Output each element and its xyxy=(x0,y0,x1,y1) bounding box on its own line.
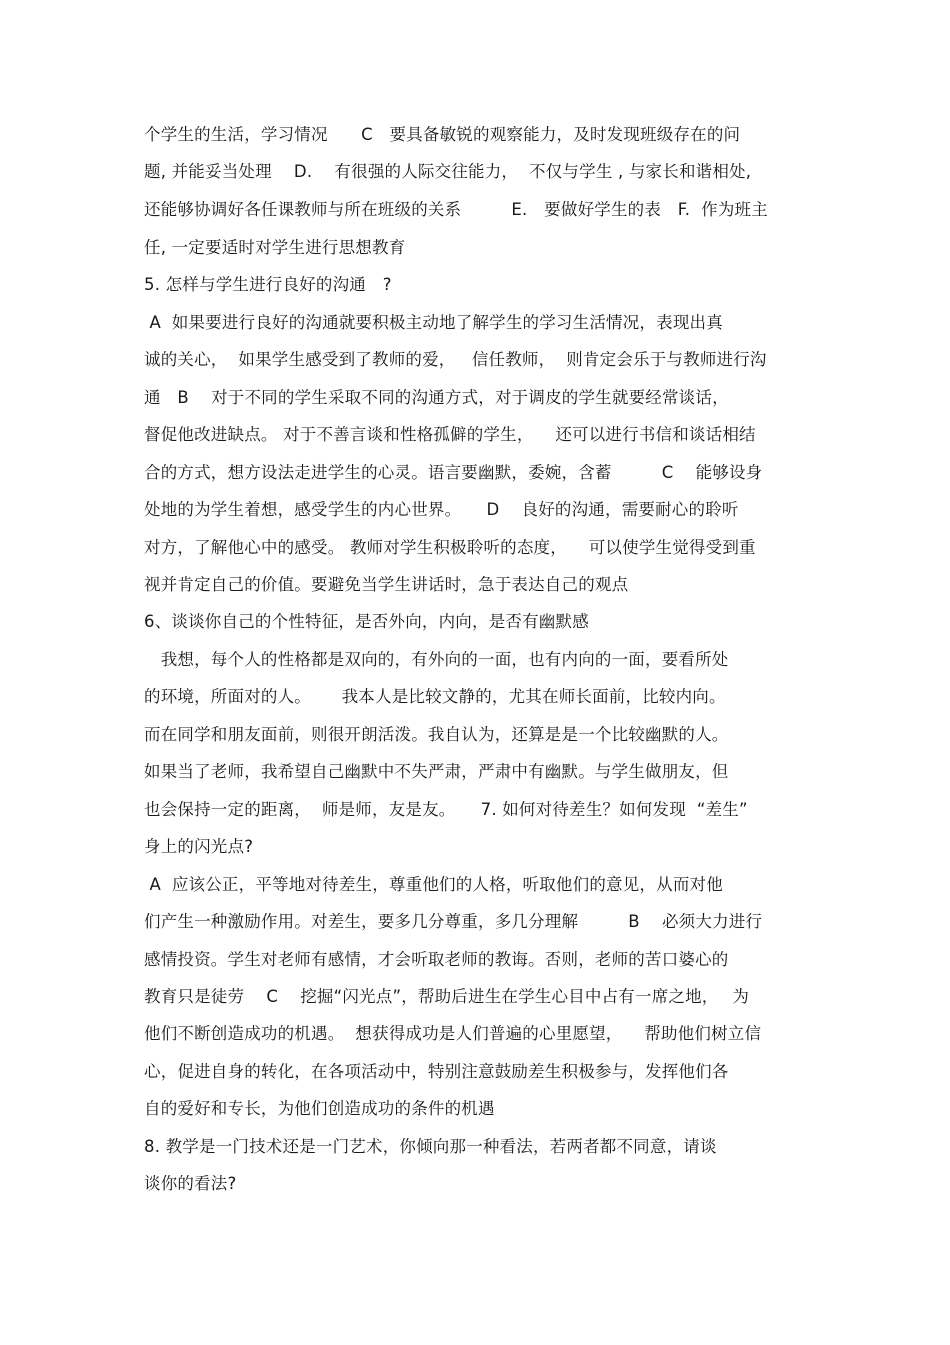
text-line: A 如果要进行良好的沟通就要积极主动地了解学生的学习生活情况，表现出真 xyxy=(144,313,723,332)
text-line: 通 B 对于不同的学生采取不同的沟通方式，对于调皮的学生就要经常谈话， xyxy=(144,388,729,407)
question-heading: 5. 怎样与学生进行良好的沟通 ? xyxy=(144,275,392,294)
question-heading: 8. 教学是一门技术还是一门艺术，你倾向那一种看法，若两者都不同意，请谈 xyxy=(144,1137,717,1156)
text-line: 感情投资。学生对老师有感情，才会听取老师的教诲。否则，老师的苦口婆心的 xyxy=(144,950,729,969)
text-line: 个学生的生活，学习情况 C 要具备敏锐的观察能力，及时发现班级存在的问 xyxy=(144,125,741,144)
text-line: A 应该公正，平等地对待差生，尊重他们的人格，听取他们的意见，从而对他 xyxy=(144,875,723,894)
question-heading: 6、谈谈你自己的个性特征，是否外向，内向，是否有幽默感 xyxy=(144,612,589,631)
text-line: 对方，了解他心中的感受。 教师对学生积极聆听的态度， 可以使学生觉得受到重 xyxy=(144,538,756,557)
text-line: 视并肯定自己的价值。要避免当学生讲话时，急于表达自己的观点 xyxy=(144,575,629,594)
text-line: 谈你的看法? xyxy=(144,1174,237,1193)
text-line: 自的爱好和专长，为他们创造成功的条件的机遇 xyxy=(144,1099,495,1118)
text-line: 合的方式，想方设法走进学生的心灵。语言要幽默，委婉，含蓄 C 能够设身 xyxy=(144,463,763,482)
text-line: 而在同学和朋友面前，则很开朗活泼。我自认为，还算是是一个比较幽默的人。 xyxy=(144,725,729,744)
text-line: 督促他改进缺点。 对于不善言谈和性格孤僻的学生， 还可以进行书信和谈话相结 xyxy=(144,425,756,444)
text-line: 的环境，所面对的人。 我本人是比较文静的，尤其在师长面前，比较内向。 xyxy=(144,687,726,706)
text-line: 任, 一定要适时对学生进行思想教育 xyxy=(144,238,406,257)
text-line: 还能够协调好各任课教师与所在班级的关系 E. 要做好学生的表 F. 作为班主 xyxy=(144,200,768,219)
text-line: 心，促进自身的转化，在各项活动中，特别注意鼓励差生积极参与，发挥他们各 xyxy=(144,1062,729,1081)
text-line: 我想，每个人的性格都是双向的，有外向的一面，也有内向的一面，要看所处 xyxy=(144,650,729,669)
text-line: 也会保持一定的距离， 师是师，友是友。 7. 如何对待差生？如何发现 “差生” xyxy=(144,800,748,819)
text-line: 身上的闪光点? xyxy=(144,837,254,856)
text-line: 处地的为学生着想，感受学生的内心世界。 D 良好的沟通，需要耐心的聆听 xyxy=(144,500,739,519)
text-line: 题, 并能妥当处理 D. 有很强的人际交往能力， 不仅与学生 , 与家长和谐相处, xyxy=(144,162,752,181)
text-line: 教育只是徒劳 C 挖掘“闪光点”，帮助后进生在学生心目中占有一席之地， 为 xyxy=(144,987,750,1006)
text-line: 他们不断创造成功的机遇。 想获得成功是人们普遍的心里愿望， 帮助他们树立信 xyxy=(144,1024,762,1043)
text-line: 如果当了老师，我希望自己幽默中不失严肃，严肃中有幽默。与学生做朋友，但 xyxy=(144,762,729,781)
text-line: 们产生一种激励作用。对差生，要多几分尊重，多几分理解 B 必须大力进行 xyxy=(144,912,763,931)
text-line: 诚的关心， 如果学生感受到了教师的爱， 信任教师， 则肯定会乐于与教师进行沟 xyxy=(144,350,767,369)
